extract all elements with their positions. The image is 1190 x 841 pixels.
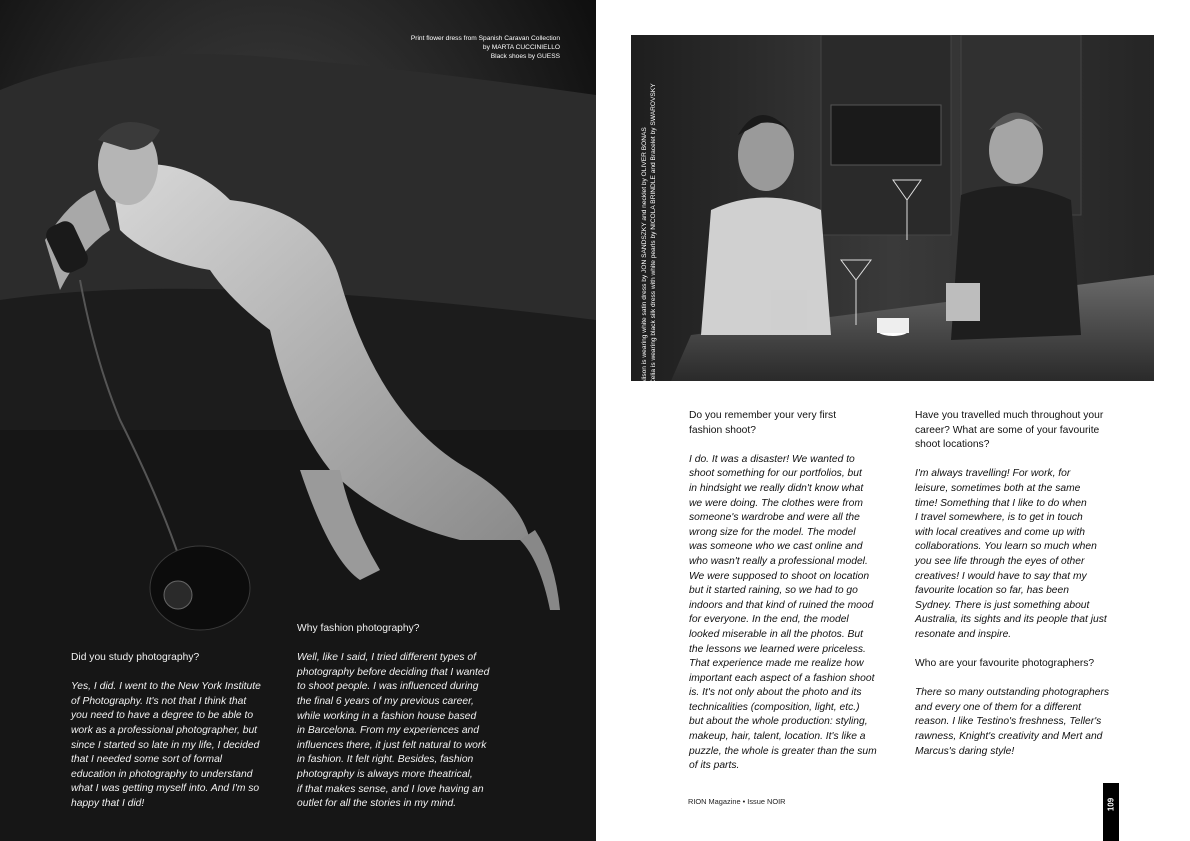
answer-line: important each aspect of a fashion shoot: [689, 672, 875, 684]
answer-line: who wasn't really a professional model.: [689, 555, 868, 567]
answer-line: of Photography. It's not that I think that: [71, 695, 247, 707]
answer-line: Australia, its sights and its people that just: [915, 614, 1107, 626]
answer-line: Yes, I did. I went to the New York Institute: [71, 681, 261, 693]
answer-line: to shoot people. I was influenced during: [297, 681, 479, 693]
fashion-block: [297, 622, 517, 812]
question-line: Have you travelled much throughout your: [915, 410, 1104, 421]
answer-line: education in photography to understand: [71, 768, 253, 780]
answer-line: Sydney. There is just something about: [915, 599, 1090, 611]
credit-line: Print flower dress from Spanish Caravan Collection: [410, 35, 560, 42]
favourites-answer: [915, 686, 1135, 759]
study-answer: [71, 680, 291, 811]
answer-line: shoot something for our portfolios, but: [689, 468, 862, 480]
answer-line: We were supposed to shoot on location: [689, 570, 870, 582]
answer-line: and every one of them for a different: [915, 701, 1081, 713]
answer-line: influences there, it just felt natural to work: [297, 739, 487, 751]
answer-line: of its parts.: [689, 760, 740, 772]
answer-line: time! Something that I like to do when: [915, 497, 1087, 509]
answer-line: outlet for all the stories in my mind.: [297, 798, 457, 810]
answer-line: but it started raining, so we had to go: [689, 585, 858, 597]
answer-line: collaborations. You learn so much when: [915, 541, 1097, 553]
answer-line: photography before deciding that I wanted: [297, 666, 490, 678]
answer-line: indoors and that kind of ruined the mood: [689, 599, 874, 611]
model-credit: [640, 83, 658, 384]
page-number-tab: [1103, 783, 1119, 841]
answer-line: makeup, hair, talent, location. It's like a: [689, 731, 866, 743]
answer-line: since I started so late in my life, I decided: [71, 739, 260, 751]
answer-line: for everyone. In the end, the model: [689, 614, 849, 626]
question-line: Do you remember your very first: [689, 410, 837, 421]
answer-line: you see life through the eyes of other: [915, 555, 1085, 567]
answer-line: reason. I like Testino's freshness, Teller's: [915, 716, 1102, 728]
answer-line: I'm always travelling! For work, for: [915, 468, 1071, 480]
answer-line: but about the whole production: styling,: [689, 716, 868, 728]
magazine-footer: RION Magazine • Issue NOIR: [688, 797, 786, 806]
first-shoot-block: [689, 409, 889, 774]
answer-line: I travel somewhere, is to get in touch: [915, 512, 1083, 524]
answer-line: happy that I did!: [71, 797, 145, 809]
credit-line: by MARTA CUCCINIELLO: [482, 44, 560, 51]
fashion-question: Why fashion photography?: [297, 623, 420, 634]
answer-line: that I needed some sort of formal: [71, 754, 223, 766]
answer-line: the final 6 years of my previous career,: [297, 695, 474, 707]
answer-line: Marcus's daring style!: [915, 745, 1015, 757]
fashion-answer: [297, 651, 517, 812]
answer-line: you need to have a degree to be able to: [71, 710, 254, 722]
page-number: 109: [1106, 797, 1116, 812]
first-shoot-question: [689, 409, 889, 438]
answer-line: There so many outstanding photographers: [915, 687, 1110, 699]
answer-line: I do. It was a disaster! We wanted to: [689, 453, 855, 465]
question-line: shoot locations?: [915, 439, 990, 451]
answer-line: is. It's not only about the photo and its: [689, 687, 862, 699]
answer-line: was someone who we cast online and: [689, 541, 863, 553]
question-line: career? What are some of your favourite: [915, 424, 1100, 436]
answer-line: someone's wardrobe and were all the: [689, 512, 860, 524]
answer-line: we were doing. The clothes were from: [689, 497, 863, 509]
answer-line: technicalities (composition, light, etc.): [689, 701, 860, 713]
study-block: [71, 651, 291, 812]
travel-question: [915, 409, 1135, 453]
question-line: fashion shoot?: [689, 424, 756, 436]
answer-line: in Barcelona. From my experiences and: [297, 725, 479, 737]
answer-line: resonate and inspire.: [915, 628, 1012, 640]
first-shoot-answer: [689, 453, 889, 774]
credit-line: Black shoes by GUESS: [490, 53, 560, 60]
answer-line: leisure, sometimes both at the same: [915, 482, 1081, 494]
answer-line: work as a professional photographer, but: [71, 724, 258, 736]
answer-line: creatives! I would have to say that my: [915, 570, 1087, 582]
answer-line: photography is always more theatrical,: [297, 768, 473, 780]
credit-line: Alison is wearing white satin dress by JON SANDSZKY and necklet by OLIVER BONAS: [641, 127, 648, 384]
answer-line: looked miserable in all the photos. But: [689, 628, 864, 640]
answer-line: with local creatives and come up with: [915, 526, 1085, 538]
answer-line: Well, like I said, I tried different types of: [297, 652, 476, 664]
dinner-models-photo: [631, 35, 1154, 381]
answer-line: in hindsight we really didn't know what: [689, 482, 864, 494]
favourites-question: Who are your favourite photographers?: [915, 658, 1095, 670]
answer-line: if that makes sense, and I love having an: [297, 783, 484, 795]
credit-line: Celia is wearing black silk dress with white pearls by NICOLA BRINDLE and Bracelet by SWAROVSKY: [650, 83, 657, 384]
answer-line: while working in a fashion house based: [297, 710, 477, 722]
answer-line: in fashion. It felt right. Besides, fashion: [297, 754, 474, 766]
travel-block: [915, 409, 1135, 759]
answer-line: wrong size for the model. The model: [689, 526, 856, 538]
study-question: Did you study photography?: [71, 652, 200, 663]
answer-line: That experience made me realize how: [689, 658, 864, 670]
answer-line: the lessons we learned were priceless.: [689, 643, 866, 655]
answer-line: what I was getting myself into. And I'm so: [71, 783, 260, 795]
answer-line: favourite location so far, has been: [915, 585, 1069, 597]
travel-answer: [915, 467, 1135, 642]
answer-line: puzzle, the whole is greater than the sum: [689, 745, 877, 757]
wardrobe-credit: [411, 34, 560, 61]
right-page: [596, 0, 1190, 841]
answer-line: rawness, Knight's creativity and Mert and: [915, 731, 1103, 743]
